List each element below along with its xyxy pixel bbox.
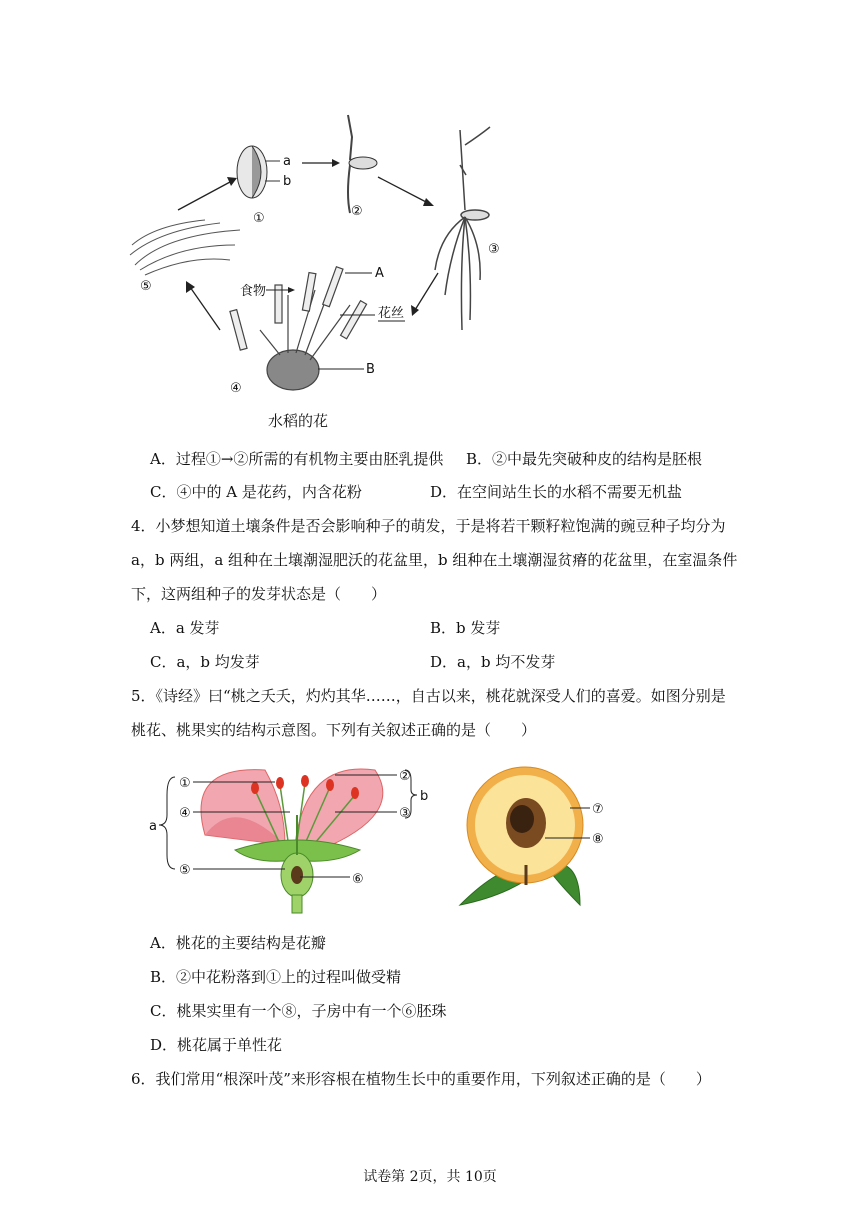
label-a-seed: a xyxy=(283,154,291,169)
label-5: ⑤ xyxy=(140,279,152,294)
peach-label-6: ⑥ xyxy=(352,872,364,887)
q5-stem-line-1: 5．《诗经》曰“桃之夭夭，灼灼其华……，自古以来，桃花就深受人们的喜爱。如图分别是 xyxy=(131,687,726,705)
label-filament: 花丝 xyxy=(378,306,405,321)
label-4: ④ xyxy=(230,381,242,396)
q6-stem: 6．我们常用“根深叶茂”来形容根在植物生长中的重要作用，下列叙述正确的是（ ） xyxy=(131,1070,711,1088)
peach-label-4: ④ xyxy=(179,806,191,821)
q5-option-d: D．桃花属于单性花 xyxy=(150,1036,283,1054)
fruit-label-7: ⑦ xyxy=(592,802,604,817)
peach-label-3: ③ xyxy=(399,806,411,821)
rice-seed-drawing xyxy=(237,146,280,198)
label-food: 食物 xyxy=(240,284,267,299)
q5-stem-line-2: 桃花、桃果实的结构示意图。下列有关叙述正确的是（ ） xyxy=(131,721,537,739)
q5-option-b: B．②中花粉落到①上的过程叫做受精 xyxy=(150,968,402,986)
q3-option-c: C．④中的 A 是花药，内含花粉 xyxy=(150,483,362,501)
q4-option-c: C．a，b 均发芽 xyxy=(150,653,260,671)
seedling-drawing xyxy=(435,127,490,330)
peach-label-5: ⑤ xyxy=(179,863,191,878)
fruit-label-8: ⑧ xyxy=(592,832,604,847)
label-3: ③ xyxy=(488,242,500,257)
figure-caption: 水稻的花 xyxy=(268,412,329,430)
q4-stem-line-2: a，b 两组，a 组种在土壤潮湿肥沃的花盆里，b 组种在土壤潮湿贫瘠的花盆里，在室温条件 xyxy=(131,551,738,569)
peach-label-2: ② xyxy=(399,769,411,784)
label-B: B xyxy=(366,362,375,377)
q4-stem-line-1: 4．小梦想知道土壤条件是否会影响种子的萌发，于是将若干颗籽粒饱满的豌豆种子均分为 xyxy=(131,517,726,535)
q3-option-a: A．过程①→②所需的有机物主要由胚乳提供 xyxy=(150,450,444,468)
peach-label-b: b xyxy=(420,789,429,804)
peach-fruit-figure xyxy=(450,755,620,915)
q4-option-d: D．a，b 均不发芽 xyxy=(430,653,556,671)
q3-option-d: D．在空间站生长的水稻不需要无机盐 xyxy=(430,483,683,501)
peach-flower-figure xyxy=(145,755,445,915)
label-2: ② xyxy=(351,204,363,219)
q4-option-b: B．b 发芽 xyxy=(430,619,501,637)
rice-lifecycle-figure xyxy=(120,105,540,435)
q5-option-a: A．桃花的主要结构是花瓣 xyxy=(150,934,326,952)
page-footer: 试卷第 2页，共 10页 xyxy=(363,1169,497,1185)
peach-label-a: a xyxy=(149,819,157,834)
q4-option-a: A．a 发芽 xyxy=(150,619,220,637)
label-b-seed: b xyxy=(283,174,292,189)
peach-label-1: ① xyxy=(179,776,191,791)
germinating-seed-drawing xyxy=(348,115,377,213)
rice-plant-drawing xyxy=(130,220,240,275)
q5-option-c: C．桃果实里有一个⑧，子房中有一个⑥胚珠 xyxy=(150,1002,447,1020)
label-A: A xyxy=(375,266,384,281)
q4-stem-line-3: 下，这两组种子的发芽状态是（ ） xyxy=(131,585,387,603)
label-1: ① xyxy=(253,211,265,226)
q3-option-b: B．②中最先突破种皮的结构是胚根 xyxy=(466,450,703,468)
